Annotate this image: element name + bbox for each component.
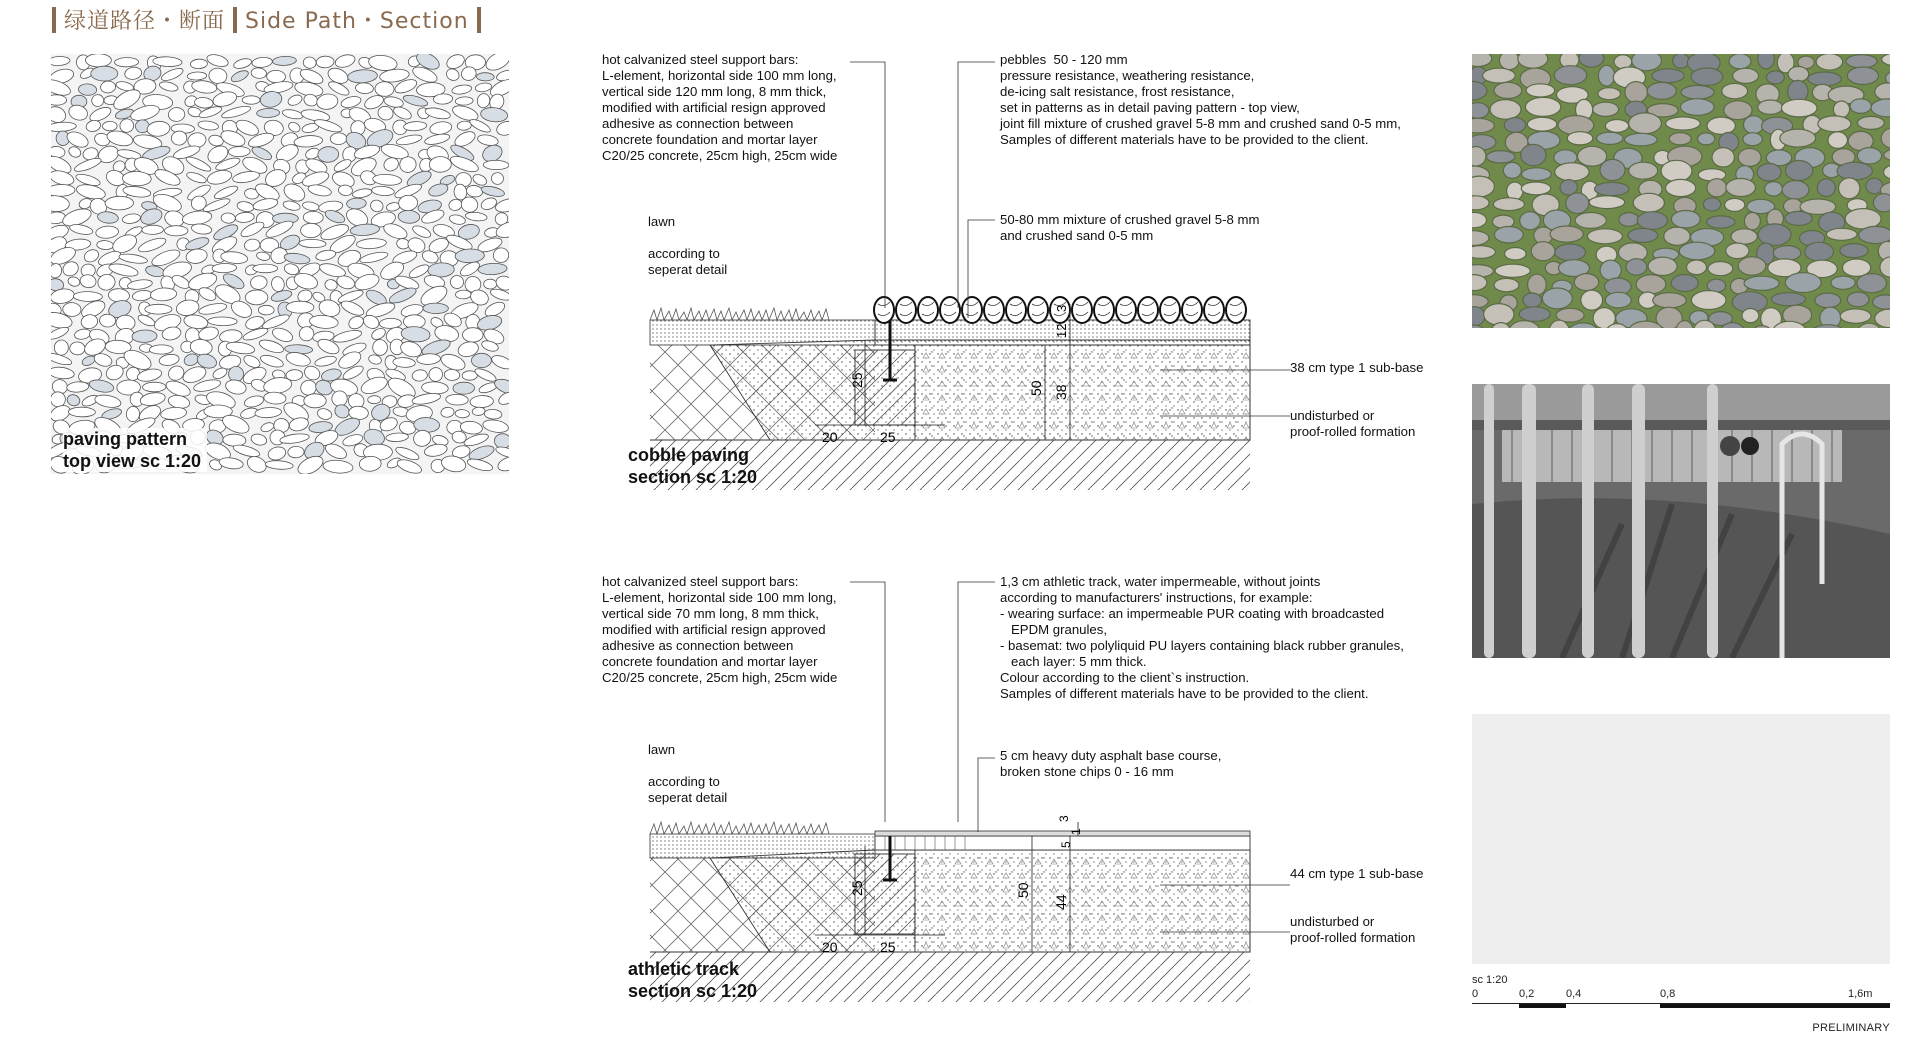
dim-38: 38 bbox=[1053, 384, 1069, 400]
blank-panel bbox=[1472, 714, 1890, 964]
preliminary-stamp: PRELIMINARY bbox=[1812, 1022, 1890, 1034]
cobble-note-subbase: 38 cm type 1 sub-base bbox=[1290, 360, 1424, 375]
track-dim-25h: 25 bbox=[880, 939, 896, 955]
title-en: Side Path・Section bbox=[245, 9, 469, 34]
dim-12: 12 bbox=[1054, 323, 1069, 338]
cobble-photo-image bbox=[1472, 54, 1890, 328]
dim-25h: 25 bbox=[880, 429, 896, 445]
track-dim-1: 1 bbox=[1069, 828, 1083, 835]
title-bar-mid bbox=[233, 7, 237, 33]
page-title bbox=[44, 4, 489, 35]
track-dim-3: 3 bbox=[1057, 815, 1071, 822]
scale-bar-label: sc 1:20 bbox=[1472, 974, 1508, 986]
track-dim-44: 44 bbox=[1053, 894, 1069, 910]
cobble-photo bbox=[1472, 54, 1890, 328]
track-section-label: athletic track section sc 1:20 bbox=[628, 959, 758, 1001]
cobble-note-bedding: 50-80 mm mixture of crushed gravel 5-8 mm and crushed sand 0-5 mm bbox=[1000, 212, 1260, 243]
track-note-track: 1,3 cm athletic track, water impermeable, without joints according to manufacturers' instructions, for example: - wearing surface: an impermeable PUR coating with broadcasted EPDM granules, - basemat: two polyliquid PU layers containing black rubber granules, each layer: 5 mm thick. Colour according to the client`s instruction. Samples of different materials have to be provided to the client. bbox=[1000, 574, 1404, 701]
sub-base bbox=[915, 345, 1250, 440]
track-note-lawn: lawn according to seperat detail bbox=[648, 742, 728, 805]
scale-tick-4: 1,6m bbox=[1848, 988, 1873, 1000]
track-note-asphalt: 5 cm heavy duty asphalt base course, broken stone chips 0 - 16 mm bbox=[1000, 748, 1222, 779]
track-dim-20: 20 bbox=[822, 939, 838, 955]
paving-pattern-label: paving pattern top view sc 1:20 bbox=[63, 428, 207, 472]
cobble-section-drawing bbox=[600, 40, 1300, 500]
track-note-formation: undisturbed or proof-rolled formation bbox=[1290, 914, 1416, 945]
track-section-svg bbox=[600, 560, 1300, 1010]
paving-pattern-drawing bbox=[51, 54, 509, 474]
track-photo-image bbox=[1472, 384, 1890, 658]
title-bar-right bbox=[477, 7, 481, 33]
track-photo bbox=[1472, 384, 1890, 658]
cobble-note-formation: undisturbed or proof-rolled formation bbox=[1290, 408, 1416, 439]
scale-tick-1: 0,2 bbox=[1519, 988, 1535, 1000]
cobble-section-label: cobble paving section sc 1:20 bbox=[628, 445, 758, 487]
scale-tick-3: 0,8 bbox=[1660, 988, 1676, 1000]
cobble-note-lawn: lawn according to seperat detail bbox=[648, 214, 728, 277]
track-dim-50: 50 bbox=[1015, 882, 1031, 898]
track-sub-base bbox=[915, 850, 1250, 952]
track-surface bbox=[875, 831, 1250, 836]
scale-bar-graphic bbox=[1472, 1003, 1890, 1008]
dim-3: 3 bbox=[1054, 304, 1069, 312]
title-bar-left bbox=[52, 7, 56, 33]
scale-tick-0: 0 bbox=[1472, 988, 1479, 1000]
lawn-grass bbox=[650, 308, 829, 320]
title-cn: 绿道路径・断面 bbox=[64, 9, 226, 34]
scale-bar bbox=[1472, 974, 1890, 1010]
scale-tick-2: 0,4 bbox=[1566, 988, 1582, 1000]
dim-25v: 25 bbox=[849, 372, 865, 388]
pebble-pattern bbox=[51, 54, 509, 474]
track-dim-5: 5 bbox=[1059, 841, 1073, 848]
track-note-support: hot calvanized steel support bars: L-element, horizontal side 100 mm long, vertical side 70 mm long, 8 mm thick, modified with artificial resign approved adhesive as connection between concrete foundation and mortar layer C20/25 concrete, 25cm high, 25cm wide bbox=[602, 574, 838, 685]
track-note-subbase: 44 cm type 1 sub-base bbox=[1290, 866, 1424, 881]
track-section-drawing bbox=[600, 560, 1300, 1010]
track-dim-25v: 25 bbox=[849, 880, 865, 896]
cobble-note-pebbles: pebbles 50 - 120 mm pressure resistance, weathering resistance, de-icing salt resistance, frost resistance, set in patterns as in detail paving pattern - top view, joint fill mixture of crushed gravel 5-8 mm and crushed sand 0-5 mm, Samples of different materials have to be provided to the client. bbox=[1000, 52, 1401, 147]
cobble-note-support: hot calvanized steel support bars: L-element, horizontal side 100 mm long, vertical side 120 mm long, 8 mm thick, modified with artificial resign approved adhesive as connection between concrete foundation and mortar layer C20/25 concrete, 25cm high, 25cm wide bbox=[602, 52, 838, 163]
dim-50: 50 bbox=[1028, 380, 1044, 396]
cobble-section-svg bbox=[600, 40, 1300, 500]
dim-20: 20 bbox=[822, 429, 838, 445]
